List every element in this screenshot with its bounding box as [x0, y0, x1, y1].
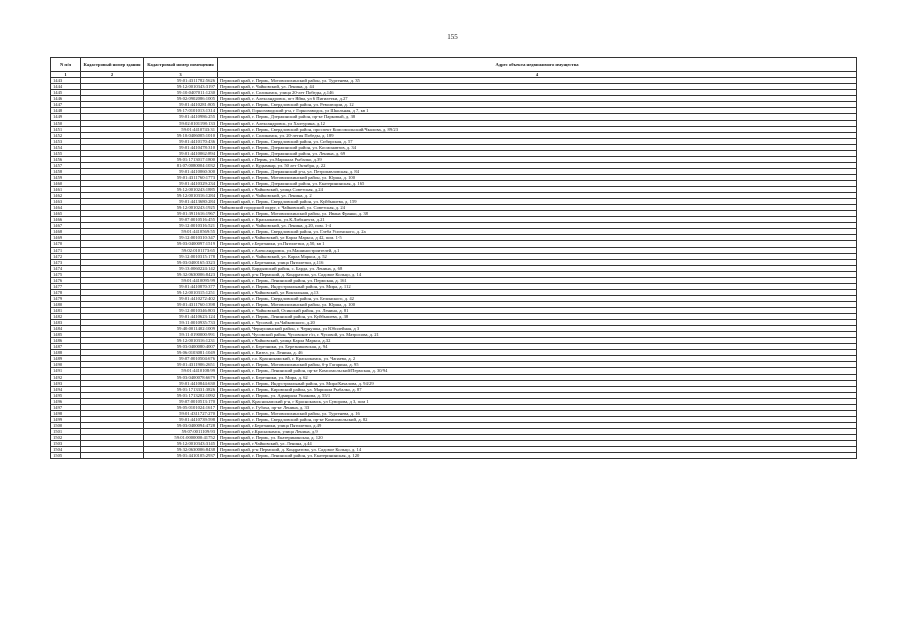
address-cell: Пермский край, г. Березники, ул. Мира, д. 62	[218, 374, 857, 380]
table-row	[51, 453, 857, 459]
row-number-cell: 1448	[51, 108, 81, 114]
column-index: 2	[81, 72, 144, 78]
room-cadastral-cell: 59:01:4311906:2651	[144, 362, 218, 368]
row-number-cell: 1491	[51, 368, 81, 374]
row-number-cell: 1490	[51, 362, 81, 368]
room-cadastral-cell: 59:01:4410870:377	[144, 283, 218, 289]
room-cadastral-cell: 59:12:0010243:1885	[144, 187, 218, 193]
row-number-cell: 1505	[51, 453, 81, 459]
address-cell: Пермский край, г. Александровск, пгт Яйва, ул 6 Пятилетки, д.27	[218, 96, 857, 102]
address-cell: Пермский край, г. Пермь, Мотовилихинский район, ул. Юрша, д. 100	[218, 301, 857, 307]
row-number-cell: 1483	[51, 320, 81, 326]
room-cadastral-cell: 59:01:4413680:284	[144, 199, 218, 205]
room-cadastral-cell: 59:01:4311782:5626	[144, 78, 218, 84]
row-number-cell: 1452	[51, 132, 81, 138]
address-cell: Пермский край, г. Чусовой, ул.Чайковского, д.20	[218, 320, 857, 326]
room-cadastral-cell: 59:12:0010315:1251	[144, 289, 218, 295]
address-cell: Пермский край, г. Пермь, Мотовилихинский район, б-р Гагарина, д. 95	[218, 362, 857, 368]
row-number-cell: 1493	[51, 380, 81, 386]
address-cell: Пермский край, г.Чайковский, ул Карла Маркса, д 42, пом. 1-5	[218, 235, 857, 241]
room-cadastral-cell: 59:01:4311727:270	[144, 410, 218, 416]
row-number-cell: 1474	[51, 265, 81, 271]
row-number-cell: 1482	[51, 314, 81, 320]
room-cadastral-cell: 59:01:4410095:99	[144, 277, 218, 283]
row-number-cell: 1451	[51, 126, 81, 132]
room-cadastral-cell: 59:01:0000000:41752	[144, 434, 218, 440]
row-number-cell: 1488	[51, 350, 81, 356]
room-cadastral-cell: 59:01:1713202:1092	[144, 392, 218, 398]
room-cadastral-cell: 59:02:0902086:1005	[144, 96, 218, 102]
building-cadastral-cell	[81, 453, 144, 459]
row-number-cell: 1500	[51, 422, 81, 428]
address-cell: Пермский край, г. Пермь, Кировский район, ул. Маршала Рыбалко, д. 87	[218, 386, 857, 392]
row-number-cell: 1449	[51, 114, 81, 120]
room-cadastral-cell: 59:03:0400097:1519	[144, 241, 218, 247]
address-cell: Пермский край, г. Пермь, Дзержинский район, ул. Екатерининская, д. 165	[218, 181, 857, 187]
row-number-cell: 1469	[51, 235, 81, 241]
address-cell: Пермский край, г. Пермь, Ленинский район, пр-кт Комсомольский/Пермская, д. 30/94	[218, 368, 857, 374]
room-cadastral-cell: 81:07:0080004:1032	[144, 162, 218, 168]
row-number-cell: 1464	[51, 205, 81, 211]
row-number-cell: 1450	[51, 120, 81, 126]
row-number-cell: 1503	[51, 441, 81, 447]
address-cell: Пермский край, Чернушинский район, г. Чернушка, ул Юбилейная, д 3	[218, 326, 857, 332]
address-cell: Пермский край, Краснокамский р-н, г Краснокамск, ул Суворова, д 3, пом 1	[218, 398, 857, 404]
room-cadastral-cell: 59:12:0010343:3145	[144, 441, 218, 447]
room-cadastral-cell: 59:13:0060224:142	[144, 265, 218, 271]
room-cadastral-cell: 59:01:1713017:1800	[144, 156, 218, 162]
row-number-cell: 1495	[51, 392, 81, 398]
address-cell: Пермский край, г.Березники, улица Пятилетки, д.49	[218, 422, 857, 428]
row-number-cell: 1443	[51, 78, 81, 84]
room-cadastral-cell: 59:01:4410060:300	[144, 168, 218, 174]
header-room-cadastral-number: Кадастровый номер помещения	[144, 58, 218, 72]
address-cell: Пермский край, г.Чайковский, улица Карла Маркса, д.32	[218, 338, 857, 344]
room-cadastral-cell: 59:07:0010513:170	[144, 398, 218, 404]
room-cadastral-cell: 59:01:4410623:124	[144, 314, 218, 320]
table-header-row	[51, 58, 857, 72]
room-cadastral-cell: 59:12:0010343:3197	[144, 84, 218, 90]
room-cadastral-cell: 59:40:0011402:1009	[144, 326, 218, 332]
address-cell: Пермский край, г. Чайковский, ул. Ленина, д. 2	[218, 193, 857, 199]
address-cell: Пермский край, г. Пермь, Дзержинский район, ул. Космонавтов, д. 34	[218, 144, 857, 150]
room-cadastral-cell: 59:01:4410844:630	[144, 380, 218, 386]
table-body	[51, 78, 857, 459]
row-number-cell: 1479	[51, 295, 81, 301]
header-property-address: Адрес объекта недвижимого имущества	[218, 58, 857, 72]
row-number-cell: 1453	[51, 138, 81, 144]
address-cell: Пермский край, г. Чайковский, Осинский район, ул. Ленина, д. 81	[218, 307, 857, 313]
room-cadastral-cell: 59:12:0010316:1231	[144, 338, 218, 344]
room-cadastral-cell: 59:11:0010935:733	[144, 320, 218, 326]
room-cadastral-cell: 59:01:4410329:234	[144, 181, 218, 187]
room-cadastral-cell: 59:07:0010516:455	[144, 217, 218, 223]
row-number-cell: 1445	[51, 90, 81, 96]
room-cadastral-cell: 59:03:0400094:4728	[144, 422, 218, 428]
address-cell: Пермский край, г. Пермь, Свердловский район, ул. Революции, д. 12	[218, 102, 857, 108]
row-number-cell: 1465	[51, 211, 81, 217]
room-cadastral-cell: 59:32:0630006:8438	[144, 447, 218, 453]
room-cadastral-cell: 59:01:4410272:402	[144, 295, 218, 301]
room-cadastral-cell: 59:01:4410743:31	[144, 126, 218, 132]
room-cadastral-cell: 59:03:0400080:4007	[144, 344, 218, 350]
row-number-cell: 1454	[51, 144, 81, 150]
address-cell: Пермский край, г. Кудымкар, ул. 50 лет Октября, д. 22	[218, 162, 857, 168]
address-cell: Пермский край, г. Соликамск, улица 20-лет Победы, д.146	[218, 90, 857, 96]
row-number-cell: 1502	[51, 434, 81, 440]
address-cell: Пермский край, г. Кизел, ул. Ленина, д. 46	[218, 350, 857, 356]
row-number-cell: 1456	[51, 156, 81, 162]
room-cadastral-cell: 59:01:3911616:1967	[144, 211, 218, 217]
row-number-cell: 1494	[51, 386, 81, 392]
address-cell: Пермский край, г.Чайковский, ул. Ленина, д.44	[218, 441, 857, 447]
row-number-cell: 1477	[51, 283, 81, 289]
address-cell: Пермский край, г. Пермь, Ленинский район, ул. Екатерининская, д. 120	[218, 453, 857, 459]
row-number-cell: 1459	[51, 174, 81, 180]
row-number-cell: 1463	[51, 199, 81, 205]
row-number-cell: 1461	[51, 187, 81, 193]
address-cell: Пермский край, г. Пермь, Дзержинский район, пр-кт Парковый, д. 38	[218, 114, 857, 120]
room-cadastral-cell: 59:01:4410281:805	[144, 102, 218, 108]
room-cadastral-cell: 59:01:4410569:55	[144, 229, 218, 235]
row-number-cell: 1480	[51, 301, 81, 307]
address-cell: Пермский край, г. Чайковский, ул. Карла Маркса, д. 52	[218, 253, 857, 259]
row-number-cell: 1470	[51, 241, 81, 247]
row-number-cell: 1446	[51, 96, 81, 102]
column-index: 1	[51, 72, 81, 78]
address-cell: Пермский край, г.о. Краснокамский, г. Краснокамск, ул. Чапаева, д. 2	[218, 356, 857, 362]
address-cell: Пермский край, г.Березники, ул.Пятилетки, д.50, кв 1	[218, 241, 857, 247]
address-cell: Пермский край, г. Пермь, Мотовилихинский район, ул. Юрша, д. 100	[218, 174, 857, 180]
address-cell: Пермский край, г. Пермь, Свердловский район, ул. Белинского, д. 42	[218, 295, 857, 301]
address-cell: Пермский край, г.Чайковский, улица Советская, д.24	[218, 187, 857, 193]
address-cell: Пермский край, Горнозаводский р-н, г Горнозаводск, ул Школьная, д 7, кв 1	[218, 108, 857, 114]
row-number-cell: 1473	[51, 259, 81, 265]
row-number-cell: 1455	[51, 150, 81, 156]
room-cadastral-cell: 59:01:4410105:2937	[144, 453, 218, 459]
room-cadastral-cell: 59:01:4410739:598	[144, 416, 218, 422]
row-number-cell: 1468	[51, 229, 81, 235]
row-number-cell: 1457	[51, 162, 81, 168]
address-cell: Пермский край, р-н Пермский, д. Кондратово, ул. Садовое Кольцо, д. 14	[218, 271, 857, 277]
address-cell: Пермский край, г. Пермь, Мотовилихинский район, ул. Тургенева, д. 35	[218, 78, 857, 84]
address-cell: Пермский край, г. Пермь, ул. Екатерининская, д. 120	[218, 434, 857, 440]
address-cell: Пермский край, г. Краснокамск, ул.К.Либкнехта, д.21	[218, 217, 857, 223]
row-number-cell: 1478	[51, 289, 81, 295]
room-cadastral-cell: 59:12:0010316:1284	[144, 193, 218, 199]
address-cell: Пермский край, г. Пермь, Свердловский район, проспект Комсомольский/Чкалова, д. 89/23	[218, 126, 857, 132]
row-number-cell: 1462	[51, 193, 81, 199]
row-number-cell: 1485	[51, 332, 81, 338]
room-cadastral-cell: 59:10:0406005:1010	[144, 132, 218, 138]
address-cell: Пермский край, г. Пермь, ул. Адмирала Ушакова, д. 55/1	[218, 392, 857, 398]
address-cell: Пермский край, г.Березники, улица Пятилетки, д.116	[218, 259, 857, 265]
room-cadastral-cell: 59:01:4410478:310	[144, 144, 218, 150]
row-number-cell: 1475	[51, 271, 81, 277]
room-cadastral-cell: 59:06:0103081:1049	[144, 350, 218, 356]
row-number-cell: 1471	[51, 247, 81, 253]
room-cadastral-cell: 59:07:0011109:93	[144, 428, 218, 434]
room-cadastral-cell: 59:12:0010316:521	[144, 223, 218, 229]
address-cell: Пермский край, г. Пермь, Индустриальный район, ул. Мира, д. 112	[218, 283, 857, 289]
room-cadastral-cell: 59:02:0101173:65	[144, 247, 218, 253]
row-number-cell: 1487	[51, 344, 81, 350]
row-number-cell: 1504	[51, 447, 81, 453]
room-cadastral-cell: 59:11:0190000:991	[144, 332, 218, 338]
address-cell: Пермский край, г.Краснокамск, улица Ленина, д.9	[218, 428, 857, 434]
room-cadastral-cell: 59:03:0400165:3323	[144, 259, 218, 265]
address-cell: Пермский край, г. Соликамск, ул. 20-летия Победы, д. 189	[218, 132, 857, 138]
row-number-cell: 1484	[51, 326, 81, 332]
row-number-cell: 1486	[51, 338, 81, 344]
room-cadastral-cell: 59:01:4311760:1773	[144, 174, 218, 180]
row-number-cell: 1501	[51, 428, 81, 434]
room-cadastral-cell: 59:10:0407011:1230	[144, 90, 218, 96]
row-number-cell: 1476	[51, 277, 81, 283]
page-number: 155	[447, 33, 458, 41]
room-cadastral-cell: 59:05:0101024:1617	[144, 404, 218, 410]
room-cadastral-cell: 59:32:0630006:8423	[144, 271, 218, 277]
address-cell: Пермский край, г. Пермь, Мотовилихинский район, ул. Тургенева, д. 16	[218, 410, 857, 416]
address-cell: Пермский край, г. Пермь, Дзержинский р-н, ул. Петропавловская, д. 84	[218, 168, 857, 174]
row-number-cell: 1472	[51, 253, 81, 259]
row-number-cell: 1481	[51, 307, 81, 313]
address-cell: Пермский край, г.Чайковский, ул Вокзальная, д.13	[218, 289, 857, 295]
address-cell: Пермский край, Чусовской район, Чусовское г/п, г. Чусовой, ул. Матросова, д. 21	[218, 332, 857, 338]
row-number-cell: 1460	[51, 181, 81, 187]
address-cell: Пермский край, р-н Пермский, д. Кондратово, ул. Садовое Кольцо, д. 14	[218, 447, 857, 453]
row-number-cell: 1466	[51, 217, 81, 223]
row-number-cell: 1496	[51, 398, 81, 404]
room-cadastral-cell: 59:01:4410062:894	[144, 150, 218, 156]
room-cadastral-cell: 59:01:1713331:3826	[144, 386, 218, 392]
row-number-cell: 1447	[51, 102, 81, 108]
address-cell: Пермский край, г. Пермь, Свердловский район, ул. Сибирская, д. 57	[218, 138, 857, 144]
room-cadastral-cell: 59:01:4410986:255	[144, 114, 218, 120]
address-cell: Пермский край, г. Губаха, пр-кт Ленина, д. 33	[218, 404, 857, 410]
address-cell: Пермский край, г.Пермь, ул.Маршала Рыбалко, д.39	[218, 156, 857, 162]
room-cadastral-cell: 59:02:0101198:133	[144, 120, 218, 126]
column-index: 3	[144, 72, 218, 78]
room-cadastral-cell: 59:12:0010315:178	[144, 253, 218, 259]
row-number-cell: 1499	[51, 416, 81, 422]
address-cell: Пермский край, г. Пермь, Индустриальный район, ул. Мира/Качалова, д. 94/29	[218, 380, 857, 386]
row-number-cell: 1497	[51, 404, 81, 410]
address-cell: Пермский край, г. Пермь, Свердловский район, ул. Глеба Успенского, д. 2а	[218, 229, 857, 235]
row-number-cell: 1489	[51, 356, 81, 362]
address-cell: Пермский край, г. Пермь, Свердловский район, пр-кт Комсомольский, д. 82	[218, 416, 857, 422]
address-cell: Пермский край, г. Чайковский, ул. Ленина, д.20, пом. 1-4	[218, 223, 857, 229]
address-cell: Пермский край, Бардымский район, с. Барда, ул. Ленина, д. 68	[218, 265, 857, 271]
room-cadastral-cell: 59:12:0010243:1925	[144, 205, 218, 211]
room-cadastral-cell: 59:07:0010504:676	[144, 356, 218, 362]
room-cadastral-cell: 59:01:4410170:436	[144, 138, 218, 144]
address-cell: Пермский край, г. Александровск, ул Халтурина, д.12	[218, 120, 857, 126]
row-number-cell: 1498	[51, 410, 81, 416]
room-cadastral-cell: 59:01:4311760:1398	[144, 301, 218, 307]
address-cell: Пермский край, г. Березники, ул. Березниковская, д. 94	[218, 344, 857, 350]
room-cadastral-cell: 59:01:4410108:99	[144, 368, 218, 374]
address-cell: Пермский край, г.Александровск, ул.Машиностроителей, д.1	[218, 247, 857, 253]
column-index: 4	[218, 72, 857, 78]
address-cell: Пермский край, г. Чайковский, ул. Ленина, д. 44	[218, 84, 857, 90]
row-number-cell: 1458	[51, 168, 81, 174]
address-cell: Пермский край, г. Пермь, Мотовилихинский район, ул. Ивана Франко, д. 38	[218, 211, 857, 217]
address-cell: Чайковский городской округ, г. Чайковский, ул. Советская, д. 24	[218, 205, 857, 211]
room-cadastral-cell: 59:03:0400078:6679	[144, 374, 218, 380]
room-cadastral-cell: 59:12:0010346:803	[144, 307, 218, 313]
address-cell: Пермский край, г. Пермь, Ленинский район, ул. Куйбышева, д. 38	[218, 314, 857, 320]
room-cadastral-cell: 59:12:0010310:347	[144, 235, 218, 241]
row-number-cell: 1444	[51, 84, 81, 90]
row-number-cell: 1492	[51, 374, 81, 380]
address-cell: Пермский край, г. Пермь, Дзержинский район, ул. Ленина, д. 69	[218, 150, 857, 156]
room-cadastral-cell: 59:17:0101013:1314	[144, 108, 218, 114]
address-cell: Пермский край, г. Пермь, Ленинский район, ул. Пермская, д. 161	[218, 277, 857, 283]
row-number-cell: 1467	[51, 223, 81, 229]
header-row-number: N п/п	[51, 58, 81, 72]
address-cell: Пермский край, г. Пермь, Свердловский район, ул. Куйбышева, д. 159	[218, 199, 857, 205]
property-registry-table	[50, 57, 857, 459]
header-building-cadastral-number: Кадастровый номер здания	[81, 58, 144, 72]
